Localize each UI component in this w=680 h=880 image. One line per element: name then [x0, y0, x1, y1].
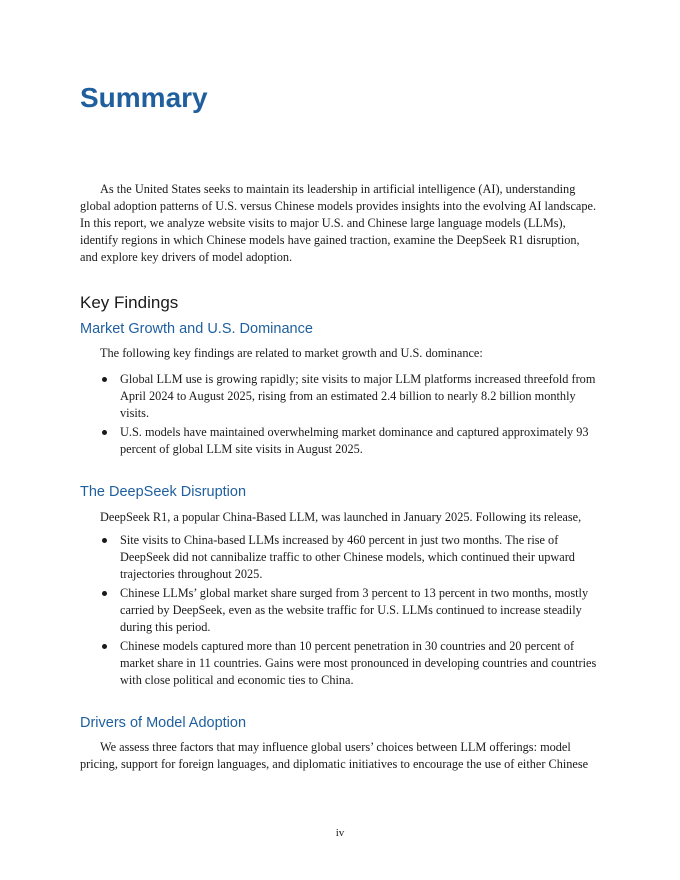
bullet-icon	[102, 430, 107, 435]
bullet-icon	[102, 591, 107, 596]
bullet-icon	[102, 377, 107, 382]
page-title: Summary	[80, 82, 208, 113]
intro-paragraph: As the United States seeks to maintain its leadership in artificial intelligence (AI), understanding global adoption patterns of U.S. versus Chinese models provides insights into the evolving AI landscape. In this report, we analyze website visits to major U.S. and Chinese large language models (LLMs), identify regions in which Chinese models have gained traction, examine the DeepSeek R1 disruption, and explore key drivers of model adoption.	[80, 182, 597, 264]
list-item-text: Chinese models captured more than 10 percent penetration in 30 countries and 20 percent of market share in 11 countries. Gains were most pronounced in developing countries and countries with close political and economic ties to China.	[120, 639, 597, 687]
market-growth-lead: The following key findings are related to market growth and U.S. dominance:	[100, 346, 483, 360]
bullet-icon	[102, 644, 107, 649]
drivers-paragraph: We assess three factors that may influence global users’ choices between LLM offerings: model pricing, support for foreign languages, and diplomatic initiatives to encourage the use of either Chinese	[80, 740, 589, 771]
list-item	[100, 371, 600, 422]
list-item-text: Chinese LLMs’ global market share surged from 3 percent to 13 percent in two months, mostly carried by DeepSeek, even as the website traffic for U.S. LLMs continued to increase steadily during this period.	[120, 586, 589, 634]
deepseek-lead: DeepSeek R1, a popular China-Based LLM, was launched in January 2025. Following its release,	[100, 510, 582, 524]
list-item	[100, 424, 600, 458]
list-item	[100, 638, 600, 689]
list-item-text: U.S. models have maintained overwhelming market dominance and captured approximately 93 percent of global LLM site visits in August 2025.	[120, 425, 589, 456]
bullet-icon	[102, 538, 107, 543]
market-growth-list	[100, 371, 600, 458]
list-item-text: Site visits to China-based LLMs increased by 460 percent in just two months. The rise of DeepSeek did not cannibalize traffic to other Chinese models, which continued their upward trajectories throughout 2025.	[120, 533, 575, 581]
list-item	[100, 532, 600, 583]
list-item-text: Global LLM use is growing rapidly; site visits to major LLM platforms increased threefold from April 2024 to August 2025, rising from an estimated 2.4 billion to nearly 8.2 billion monthly visits.	[120, 372, 596, 420]
deepseek-heading: The DeepSeek Disruption	[80, 484, 247, 500]
deepseek-list	[100, 532, 600, 689]
drivers-heading: Drivers of Model Adoption	[80, 715, 247, 731]
key-findings-heading: Key Findings	[80, 293, 179, 312]
market-growth-heading: Market Growth and U.S. Dominance	[80, 321, 313, 337]
page-number: iv	[335, 827, 345, 839]
list-item	[100, 585, 600, 636]
